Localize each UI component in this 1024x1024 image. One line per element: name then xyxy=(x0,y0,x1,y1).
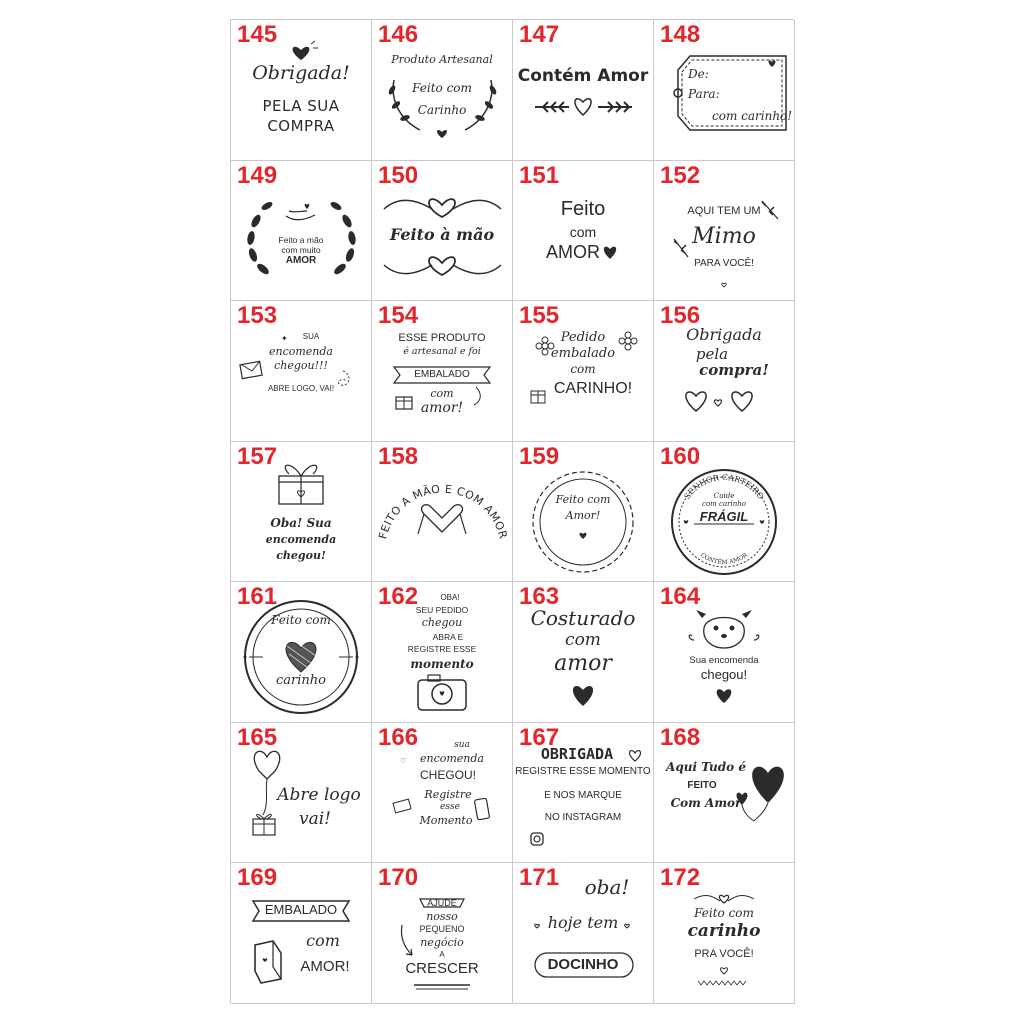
stamp-168[interactable] xyxy=(654,723,795,864)
stamp-line: OBA! xyxy=(440,593,460,602)
stamp-line: chegou! xyxy=(276,548,326,562)
stamp-line: Contém Amor xyxy=(517,66,649,86)
stamp-line: ESSE PRODUTO xyxy=(398,332,486,344)
stamp-162[interactable] xyxy=(372,582,513,723)
stamp-line: Costurado xyxy=(530,606,636,630)
stamp-line: Registre xyxy=(424,787,472,801)
stamp-number: 169 xyxy=(237,864,278,891)
stamp-line: pela xyxy=(695,345,729,363)
stamp-line: amor xyxy=(554,651,612,676)
stamp-number: 163 xyxy=(519,583,560,610)
stamp-line: EMBALADO xyxy=(264,902,338,917)
stamp-number: 172 xyxy=(660,864,701,891)
stamp-line: E NOS MARQUE xyxy=(544,789,622,801)
stamp-147[interactable] xyxy=(513,20,654,161)
stamp-line: chegou!!! xyxy=(274,359,328,372)
stamp-line: Amor! xyxy=(565,508,601,522)
stamp-number: 155 xyxy=(519,302,560,329)
stamp-160[interactable] xyxy=(654,442,795,583)
stamp-line: compra! xyxy=(699,361,769,379)
gift-tag-icon xyxy=(654,20,794,160)
stamp-number: 156 xyxy=(660,302,701,329)
stamp-169[interactable] xyxy=(231,863,372,1004)
heart-balloons-icon xyxy=(654,723,794,863)
stamp-number: 170 xyxy=(378,864,419,891)
stamp-line: encomenda xyxy=(419,751,484,765)
stamp-148[interactable] xyxy=(654,20,795,161)
svg-text:♡: ♡ xyxy=(400,757,407,765)
stamp-number: 161 xyxy=(237,583,278,610)
stamp-153[interactable] xyxy=(231,301,372,442)
stamp-line: SUA xyxy=(302,332,320,341)
stamp-line: Oba! Sua xyxy=(270,515,332,530)
stamp-line: AJUDE xyxy=(427,898,457,908)
stamp-line: SEU PEDIDO xyxy=(415,605,469,615)
stamp-line: Feito à mão xyxy=(389,224,495,244)
stamp-line: AMOR xyxy=(285,254,317,266)
stamp-line: momento xyxy=(410,657,474,671)
stamp-line: Feito com xyxy=(694,906,754,920)
stamp-145[interactable] xyxy=(231,20,372,161)
stamp-line: Mimo xyxy=(692,223,756,249)
stamp-line: embalado xyxy=(550,346,616,361)
stamp-number: 164 xyxy=(660,583,701,610)
stamp-170[interactable] xyxy=(372,863,513,1004)
stamp-line: REGISTRE ESSE xyxy=(407,644,477,654)
stamp-line: com xyxy=(430,387,454,400)
stamp-number: 146 xyxy=(378,21,419,48)
stamp-number: 150 xyxy=(378,161,419,189)
stamp-number: 162 xyxy=(378,583,419,610)
stamp-line: oba! xyxy=(584,875,630,899)
stamp-line: AMOR xyxy=(546,241,600,262)
stamp-line: PELA SUA xyxy=(262,97,340,115)
stamp-number: 147 xyxy=(519,21,560,48)
stamp-167[interactable] xyxy=(513,723,654,864)
stamp-line: com xyxy=(306,931,340,950)
stamp-line: CRESCER xyxy=(405,960,479,977)
stamp-163[interactable] xyxy=(513,582,654,723)
stamp-line: FEITO xyxy=(687,779,717,791)
stamp-number: 159 xyxy=(519,442,560,470)
stamp-line: ABRA E xyxy=(432,632,464,642)
stamp-line: Aqui Tudo é xyxy=(666,759,746,774)
stamp-159[interactable] xyxy=(513,442,654,583)
stamp-line: Carinho xyxy=(417,103,467,117)
stamp-line: amor! xyxy=(420,400,464,416)
stamp-number: 152 xyxy=(660,161,701,189)
heart-icon xyxy=(231,20,371,160)
stamp-line: com muito xyxy=(281,244,321,255)
stamp-line: Feito com xyxy=(412,81,472,95)
stamp-155[interactable] xyxy=(513,301,654,442)
stamp-154[interactable] xyxy=(372,301,513,442)
hearts-banner-icon xyxy=(513,863,653,1003)
stamp-line: com xyxy=(565,630,601,650)
stamp-line: Sua encomenda xyxy=(689,655,759,666)
stamp-line: PRA VOCÊ! xyxy=(694,948,754,960)
stamp-number: 166 xyxy=(378,723,419,751)
stamp-number: 153 xyxy=(237,302,278,329)
camera-icon xyxy=(372,582,512,722)
stamp-line: chegou xyxy=(421,616,463,629)
hearts-icon xyxy=(654,301,794,441)
heart-icon xyxy=(513,582,653,722)
stamp-line: sua xyxy=(454,739,470,750)
heart-branch-icon xyxy=(513,20,653,160)
stamp-number: 165 xyxy=(237,723,278,751)
stamp-line: AQUI TEM UM xyxy=(687,204,761,217)
stamp-line: Produto Artesanal xyxy=(391,53,493,66)
heart-seal-icon xyxy=(231,582,371,722)
stamp-165[interactable] xyxy=(231,723,372,864)
stamp-line: REGISTRE ESSE MOMENTO xyxy=(515,765,651,777)
stamp-line: com xyxy=(569,223,597,240)
hands-heart-icon xyxy=(372,442,512,582)
stamp-number: 145 xyxy=(237,21,278,48)
stamp-line: Obrigada xyxy=(686,325,762,344)
stamp-161[interactable] xyxy=(231,582,372,723)
stamp-line: A xyxy=(439,950,445,959)
stamp-line: Abre logo xyxy=(277,784,361,805)
stamp-catalog-grid xyxy=(230,19,794,1003)
stamp-156[interactable] xyxy=(654,301,795,442)
stamp-151[interactable] xyxy=(513,161,654,302)
stamp-number: 149 xyxy=(237,161,278,189)
stamp-line: NO INSTAGRAM xyxy=(544,811,622,823)
stamp-164[interactable] xyxy=(654,582,795,723)
stamp-line: Feito a mão xyxy=(278,234,324,245)
stamp-line: EMBALADO xyxy=(414,369,470,380)
stamp-line: com carinho! xyxy=(712,109,793,123)
stamp-number: 167 xyxy=(519,723,560,751)
stamp-line: SENHOR CARTEIRO xyxy=(682,472,766,501)
stamp-line: esse xyxy=(440,801,460,812)
stamp-line: Com Amor xyxy=(670,795,742,810)
stamp-line: ABRE LOGO, VAI! xyxy=(267,384,335,393)
stamp-number: 171 xyxy=(519,864,560,891)
svg-text:✦: ✦ xyxy=(281,334,288,343)
stamp-line: carinho xyxy=(276,673,326,688)
stamp-line: CHEGOU! xyxy=(419,767,476,782)
stamp-line: COMPRA xyxy=(267,117,335,135)
stamp-line: Para: xyxy=(688,87,720,101)
stamp-line: PEQUENO xyxy=(419,924,465,934)
stamp-line: Momento xyxy=(419,813,473,827)
heart-icon xyxy=(513,161,653,301)
stamp-line: DOCINHO xyxy=(547,956,619,973)
stamp-line: negócio xyxy=(420,936,464,949)
stamp-158[interactable] xyxy=(372,442,513,583)
stamp-line: encomenda xyxy=(265,532,337,546)
stamp-line: nosso xyxy=(426,910,458,923)
stamp-line: chegou! xyxy=(700,667,748,682)
stamp-number: 168 xyxy=(660,723,701,751)
dog-icon xyxy=(654,582,794,722)
stamp-line: PARA VOCÊ! xyxy=(694,257,754,269)
stamp-number: 148 xyxy=(660,21,701,48)
stamp-line: Pedido xyxy=(560,330,606,345)
stamp-166[interactable] xyxy=(372,723,513,864)
stamp-152[interactable] xyxy=(654,161,795,302)
stamp-line: com carinho xyxy=(702,499,746,508)
stamp-line: Feito com xyxy=(555,492,611,506)
stamp-line: Feito xyxy=(560,197,606,220)
stamp-number: 154 xyxy=(378,302,419,329)
stamp-number: 160 xyxy=(660,442,701,470)
stamp-number: 158 xyxy=(378,442,419,470)
stamp-line: Feito com xyxy=(271,613,331,627)
stamp-line: vai! xyxy=(298,808,331,829)
laurel-wreath-hand-icon xyxy=(231,161,371,301)
stamp-171[interactable] xyxy=(513,863,654,1004)
stamp-line: CARINHO! xyxy=(553,380,633,397)
stamp-line: FEITO A MÃO E COM AMOR xyxy=(376,482,510,540)
stamp-line: com xyxy=(570,362,596,376)
stamp-line: OBRIGADA xyxy=(540,744,614,763)
stamp-line: encomenda xyxy=(268,345,333,358)
stamp-number: 157 xyxy=(237,442,278,470)
stamp-line: é artesanal e foi xyxy=(403,346,481,357)
stamp-157[interactable] xyxy=(231,442,372,583)
stamp-line: CONTÉM AMOR xyxy=(699,551,749,566)
stamp-172[interactable] xyxy=(654,863,795,1004)
stamp-line: FRÁGIL xyxy=(699,508,749,524)
stamp-150[interactable] xyxy=(372,161,513,302)
stamp-line: AMOR! xyxy=(300,958,350,975)
stamp-number: 151 xyxy=(519,161,560,189)
stamp-line: De: xyxy=(688,67,709,81)
stamp-line: Cuide xyxy=(713,491,735,500)
stamp-146[interactable] xyxy=(372,20,513,161)
stamp-line: hoje tem xyxy=(547,913,619,932)
stamp-149[interactable] xyxy=(231,161,372,302)
stamp-line: carinho xyxy=(687,921,761,941)
stamp-line: Obrigada! xyxy=(252,62,350,84)
